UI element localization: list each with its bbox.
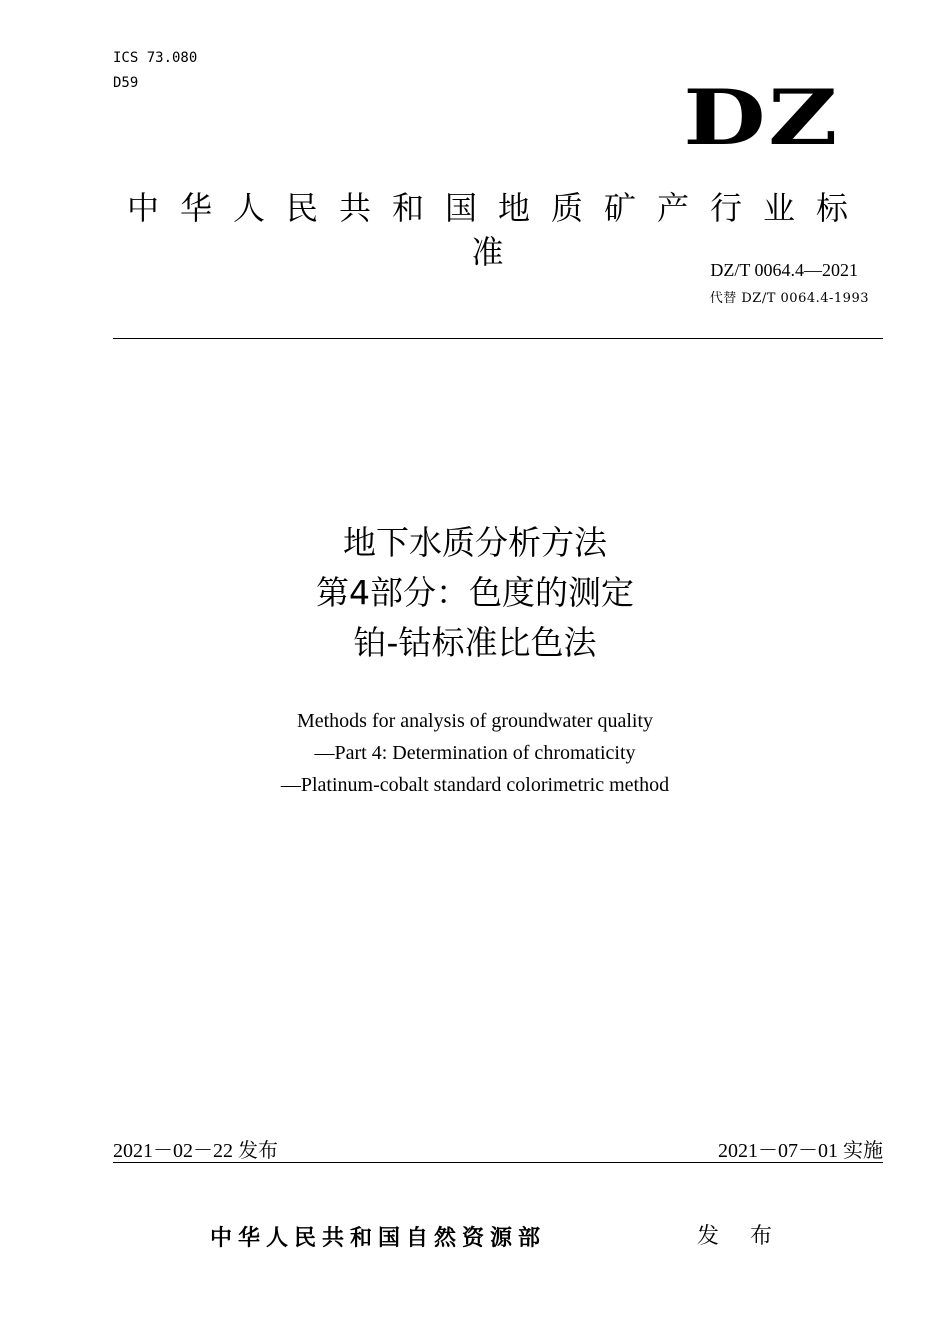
issuing-authority: 中华人民共和国自然资源部 xyxy=(210,1226,547,1251)
issue-label: 发 布 xyxy=(697,1224,784,1249)
chinese-title-line-3: 铂-钴标准比色法 xyxy=(353,623,597,662)
chinese-title xyxy=(113,518,837,668)
english-title xyxy=(113,705,837,801)
standard-type-title: 中华人民共和国地质矿产行业标准 xyxy=(126,189,869,271)
standard-number: DZ/T 0064.4—2021 xyxy=(710,260,858,280)
replaces-note: 代替 DZ/T 0064.4-1993 xyxy=(709,291,869,306)
implementation-date: 2021－07－01 实施 xyxy=(718,1140,883,1162)
bottom-divider xyxy=(113,1162,883,1163)
english-title-line-3: —Platinum-cobalt standard colorimetric method xyxy=(280,774,670,796)
ccs-code: D59 xyxy=(113,75,139,91)
issue-date: 2021－02－22 发布 xyxy=(113,1140,278,1162)
top-divider xyxy=(113,338,883,339)
ics-code: ICS 73.080 xyxy=(113,50,198,66)
english-title-line-2: —Part 4: Determination of chromaticity xyxy=(314,742,636,764)
english-title-line-1: Methods for analysis of groundwater quality xyxy=(296,710,654,732)
dz-logo: DZ xyxy=(683,73,840,162)
chinese-title-line-2: 第4部分：色度的测定 xyxy=(316,573,634,612)
chinese-title-line-1: 地下水质分析方法 xyxy=(343,523,607,562)
